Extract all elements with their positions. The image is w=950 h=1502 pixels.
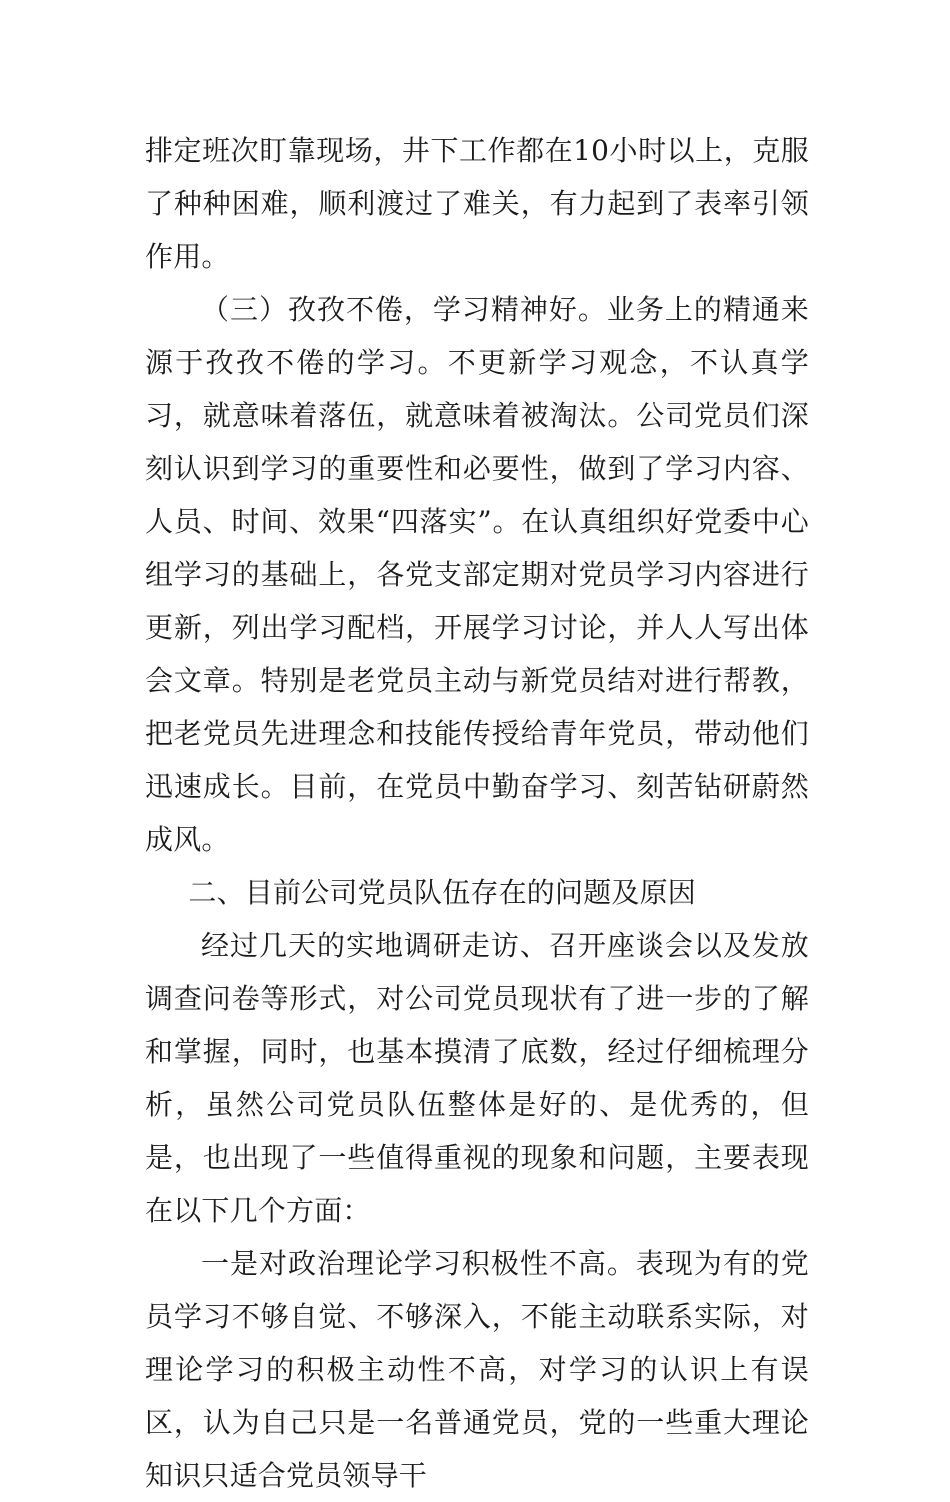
document-body <box>145 124 809 1502</box>
paragraph-survey-findings: 经过几天的实地调研走访、召开座谈会以及发放调查问卷等形式，对公司党员现状有了进一步的了解和掌握，同时，也基本摸清了底数，经过仔细梳理分析，虽然公司党员队伍整体是好的、是优秀的，但是，也出现了一些值得重视的现象和问题，主要表现在以下几个方面： <box>145 929 809 1227</box>
section-heading-problems: 二、目前公司党员队伍存在的问题及原因 <box>188 876 696 909</box>
paragraph-theory-study: 一是对政治理论学习积极性不高。表现为有的党员学习不够自觉、不够深入，不能主动联系实际，对理论学习的积极主动性不高，对学习的认识上有误区，认为自己只是一名普通党员，党的一些重大理论知识只适合党员领导干 <box>145 1247 809 1492</box>
paragraph-study-spirit: （三）孜孜不倦，学习精神好。业务上的精通来源于孜孜不倦的学习。不更新学习观念，不认真学习，就意味着落伍，就意味着被淘汰。公司党员们深刻认识到学习的重要性和必要性，做到了学习内容、人员、时间、效果“四落实”。在认真组织好党委中心组学习的基础上，各党支部定期对党员学习内容进行更新，列出学习配档，开展学习讨论，并人人写出体会文章。特别是老党员主动与新党员结对进行帮教，把老党员先进理念和技能传授给青年党员，带动他们迅速成长。目前，在党员中勤奋学习、刻苦钻研蔚然成风。 <box>145 293 809 856</box>
paragraph-continuation: 排定班次盯靠现场，井下工作都在10小时以上，克服了种种困难，顺利渡过了难关，有力起到了表率引领作用。 <box>145 134 809 273</box>
